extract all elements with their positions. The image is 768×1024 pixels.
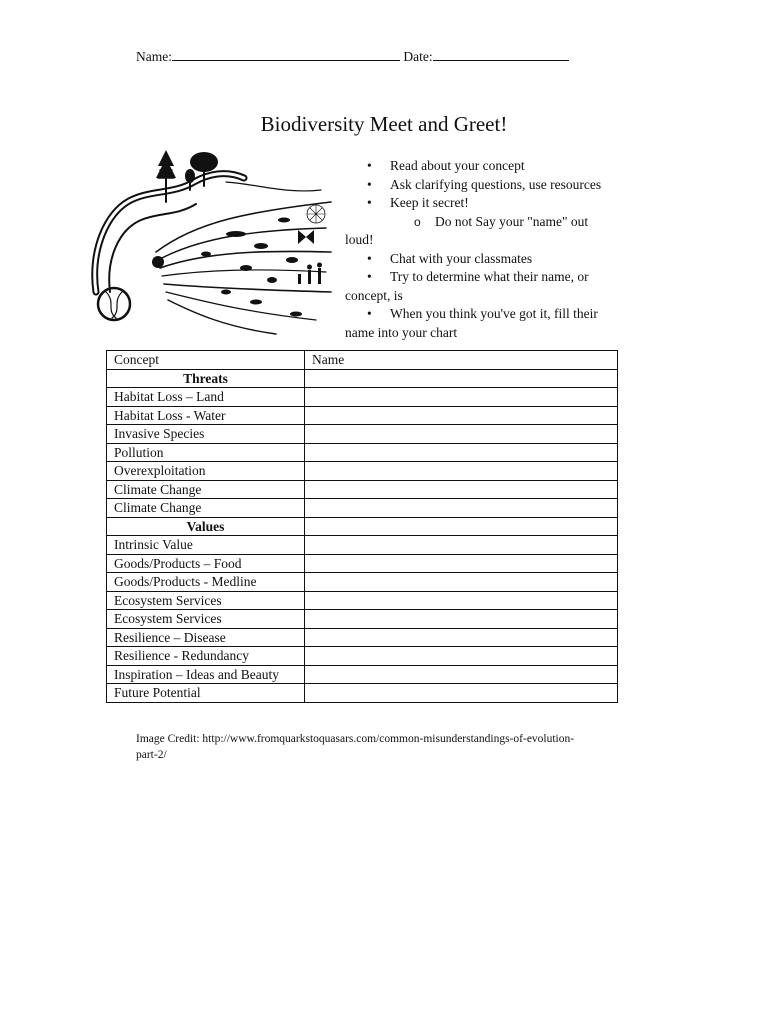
- table-row: [107, 591, 618, 610]
- concept-cell: Habitat Loss – Land: [107, 388, 305, 407]
- name-cell[interactable]: [305, 425, 618, 444]
- concept-cell: Overexploitation: [107, 462, 305, 481]
- concept-cell: Goods/Products - Medline: [107, 573, 305, 592]
- table-row: [107, 573, 618, 592]
- instruction-item: • Keep it secret!: [345, 194, 635, 213]
- concept-cell: Invasive Species: [107, 425, 305, 444]
- table-row: [107, 628, 618, 647]
- name-cell[interactable]: [305, 554, 618, 573]
- name-date-line: [136, 47, 569, 65]
- name-cell[interactable]: [305, 573, 618, 592]
- name-cell[interactable]: [305, 610, 618, 629]
- instruction-continuation: name into your chart: [345, 324, 458, 340]
- name-cell[interactable]: [305, 647, 618, 666]
- name-label: Name:: [136, 49, 172, 64]
- bullet-icon: •: [367, 176, 372, 192]
- circle-bullet-icon: o: [414, 214, 421, 229]
- table-row: [107, 462, 618, 481]
- concept-cell: Inspiration – Ideas and Beauty: [107, 665, 305, 684]
- bullet-icon: •: [367, 250, 372, 266]
- table-row: [107, 499, 618, 518]
- concept-cell: Ecosystem Services: [107, 591, 305, 610]
- bullet-icon: •: [367, 306, 372, 321]
- concept-name-table: [106, 350, 618, 703]
- concept-cell: Climate Change: [107, 499, 305, 518]
- instruction-sub-item: o Do not Say your "name" out: [345, 213, 635, 232]
- table-row: [107, 554, 618, 573]
- name-cell[interactable]: [305, 462, 618, 481]
- instruction-item: • When you think you've got it, fill their: [345, 305, 635, 324]
- instruction-continuation: concept, is: [345, 287, 403, 303]
- bullet-icon: •: [367, 269, 372, 284]
- name-cell[interactable]: [305, 517, 618, 536]
- table-row: [107, 425, 618, 444]
- table-row: [107, 480, 618, 499]
- date-label: Date:: [403, 49, 433, 64]
- name-cell[interactable]: [305, 684, 618, 703]
- concept-cell: Intrinsic Value: [107, 536, 305, 555]
- instruction-item: • Ask clarifying questions, use resources: [345, 176, 635, 195]
- table-row: [107, 388, 618, 407]
- table-row: [107, 610, 618, 629]
- concept-cell: Pollution: [107, 443, 305, 462]
- image-credit-line: part-2/: [136, 749, 167, 761]
- name-cell[interactable]: [305, 591, 618, 610]
- name-cell[interactable]: [305, 388, 618, 407]
- name-cell[interactable]: [305, 406, 618, 425]
- table-row: [107, 406, 618, 425]
- table-row: [107, 684, 618, 703]
- image-credit: [136, 731, 636, 763]
- column-header-name: Name: [305, 351, 618, 370]
- bullet-icon: •: [367, 195, 372, 210]
- concept-cell: Resilience – Disease: [107, 628, 305, 647]
- instruction-item: • Try to determine what their name, or: [345, 268, 635, 287]
- bullet-icon: •: [367, 158, 372, 173]
- table-row: [107, 665, 618, 684]
- concept-cell: Goods/Products – Food: [107, 554, 305, 573]
- table-row: [107, 536, 618, 555]
- instruction-item: • Chat with your classmates: [345, 250, 635, 269]
- name-cell[interactable]: [305, 628, 618, 647]
- section-row-values: [107, 517, 618, 536]
- name-cell[interactable]: [305, 499, 618, 518]
- date-blank[interactable]: [433, 47, 569, 61]
- concept-cell: Climate Change: [107, 480, 305, 499]
- name-blank[interactable]: [172, 47, 400, 61]
- image-credit-line: Image Credit: http://www.fromquarkstoquasars.com/common-misunderstandings-of-evolution-: [136, 733, 575, 745]
- table-row: [107, 443, 618, 462]
- concept-cell: Ecosystem Services: [107, 610, 305, 629]
- concept-cell: Resilience - Redundancy: [107, 647, 305, 666]
- instructions-list: [345, 157, 635, 342]
- name-cell[interactable]: [305, 665, 618, 684]
- table-row: [107, 647, 618, 666]
- instruction-continuation: loud!: [345, 232, 374, 247]
- concept-cell: Future Potential: [107, 684, 305, 703]
- concept-cell: Habitat Loss - Water: [107, 406, 305, 425]
- page-title: Biodiversity Meet and Greet!: [260, 112, 508, 136]
- name-cell[interactable]: [305, 369, 618, 388]
- column-header-concept: Concept: [107, 351, 305, 370]
- name-cell[interactable]: [305, 443, 618, 462]
- name-cell[interactable]: [305, 480, 618, 499]
- table-header-row: [107, 351, 618, 370]
- instruction-item: • Read about your concept: [345, 157, 635, 176]
- section-row-threats: [107, 369, 618, 388]
- section-label: Values: [107, 517, 305, 536]
- section-label: Threats: [107, 369, 305, 388]
- name-cell[interactable]: [305, 536, 618, 555]
- evolution-illustration: [86, 142, 336, 338]
